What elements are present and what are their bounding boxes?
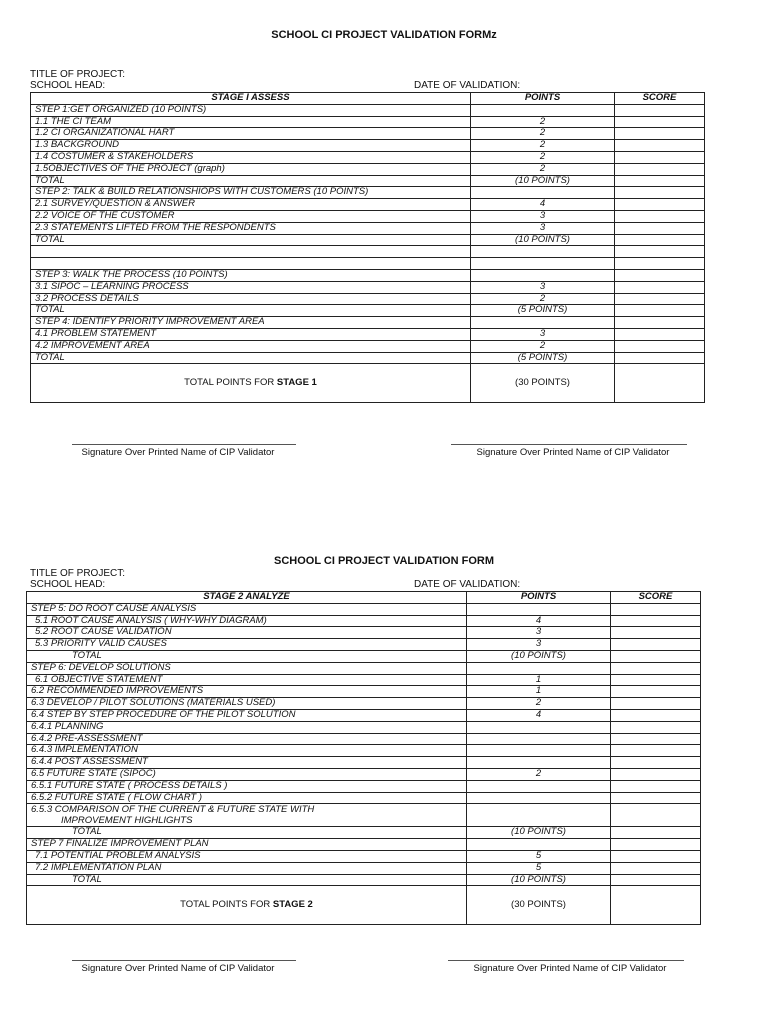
form1-row-label: STEP 1:GET ORGANIZED (10 POINTS) (31, 104, 471, 116)
form1-row-points (471, 317, 615, 329)
form1-row (31, 246, 705, 258)
form1-row-score-cell[interactable] (615, 246, 705, 258)
form2-row-label: 5.3 PRIORITY VALID CAUSES (27, 639, 467, 651)
form1-row-label: TOTAL (31, 175, 471, 187)
form2-row (27, 792, 701, 804)
form2-row (27, 698, 701, 710)
form1-header-stage: STAGE I ASSESS (31, 93, 471, 105)
form1-row-points: (5 POINTS) (471, 352, 615, 364)
form2-row-label: TOTAL (27, 650, 467, 662)
form2-row (27, 768, 701, 780)
form2-signature-line-left (72, 960, 296, 961)
form2-row-label: 6.4.3 IMPLEMENTATION (27, 745, 467, 757)
form1-row-points: 2 (471, 340, 615, 352)
form2-row-score-cell[interactable] (611, 862, 701, 874)
form2-row-points: 4 (467, 615, 611, 627)
form2-row (27, 627, 701, 639)
form2-signature-left: Signature Over Printed Name of CIP Validator (81, 963, 275, 974)
form1-row-score-cell[interactable] (615, 305, 705, 317)
form2-row-label: 7.1 POTENTIAL PROBLEM ANALYSIS (27, 850, 467, 862)
form2-row-points: 1 (467, 686, 611, 698)
form2-row-points (467, 721, 611, 733)
form1-signature-line-right (451, 444, 687, 445)
form2-row-label: 6.1 OBJECTIVE STATEMENT (27, 674, 467, 686)
form2-total-points: (30 POINTS) (467, 886, 611, 925)
form1-row-label: 1.3 BACKGROUND (31, 140, 471, 152)
form1-row (31, 281, 705, 293)
form1-row-score-cell[interactable] (615, 222, 705, 234)
form2-row (27, 874, 701, 886)
form2-row (27, 733, 701, 745)
form2-row-score-cell[interactable] (611, 686, 701, 698)
form2-total-row (27, 886, 701, 925)
form2-row-points (467, 603, 611, 615)
form1-date-label: DATE OF VALIDATION: (414, 80, 521, 91)
form2-row-points (467, 745, 611, 757)
form1-table (30, 92, 705, 403)
form2-row-score-cell[interactable] (611, 780, 701, 792)
form1-row-label: 1.4 COSTUMER & STAKEHOLDERS (31, 151, 471, 163)
form1-row (31, 140, 705, 152)
form1-row-points: (5 POINTS) (471, 305, 615, 317)
form2-row-score-cell[interactable] (611, 850, 701, 862)
form2-row (27, 615, 701, 627)
form1-row-points (471, 269, 615, 281)
form1-body (31, 104, 705, 364)
form2-row-label: 6.4.1 PLANNING (27, 721, 467, 733)
form1-signature-left: Signature Over Printed Name of CIP Validator (81, 447, 275, 458)
form1-row (31, 175, 705, 187)
form1-row-label: TOTAL (31, 234, 471, 246)
form2-row-points: (10 POINTS) (467, 874, 611, 886)
form1-row (31, 187, 705, 199)
form1-row-label: TOTAL (31, 305, 471, 317)
form2-header-stage: STAGE 2 ANALYZE (27, 592, 467, 604)
form2-title: SCHOOL CI PROJECT VALIDATION FORM (273, 555, 494, 567)
form2-row-score-cell[interactable] (611, 639, 701, 651)
form1-row-label: 3.2 PROCESS DETAILS (31, 293, 471, 305)
form1-row-score-cell[interactable] (615, 140, 705, 152)
form2-header-points: POINTS (467, 592, 611, 604)
form1-row-score-cell[interactable] (615, 187, 705, 199)
form1-row (31, 116, 705, 128)
form1-row-score-cell[interactable] (615, 116, 705, 128)
form2-row-label: 6.3 DEVELOP / PILOT SOLUTIONS (MATERIALS USED) (27, 698, 467, 710)
form1-total-score-cell[interactable] (615, 364, 705, 403)
form1-row-points: 3 (471, 281, 615, 293)
form1-row-score-cell[interactable] (615, 269, 705, 281)
form2-row-label: 6.4.4 POST ASSESSMENT (27, 757, 467, 769)
form1-row-score-cell[interactable] (615, 293, 705, 305)
form1-row-points (471, 258, 615, 270)
form1-title-of-project-label: TITLE OF PROJECT: (30, 69, 126, 80)
form2-header-score: SCORE (611, 592, 701, 604)
form1-total-stage: STAGE 1 (276, 377, 317, 389)
form1-row-score-cell[interactable] (615, 281, 705, 293)
form1-row-label: 4.1 PROBLEM STATEMENT (31, 328, 471, 340)
form2-row (27, 721, 701, 733)
form2-total-stage: STAGE 2 (272, 899, 313, 911)
form1-row-score-cell[interactable] (615, 328, 705, 340)
form1-row-points (471, 104, 615, 116)
form1-signature-line-left (72, 444, 296, 445)
form2-school-head-label: SCHOOL HEAD: (30, 579, 106, 590)
form1-row (31, 305, 705, 317)
form1-row (31, 210, 705, 222)
form2-row-score-cell[interactable] (611, 615, 701, 627)
form2-row-points (467, 839, 611, 851)
form1-row-score-cell[interactable] (615, 340, 705, 352)
form2-total-score-cell[interactable] (611, 886, 701, 925)
form1-row-score-cell[interactable] (615, 104, 705, 116)
form1-row-score-cell[interactable] (615, 151, 705, 163)
form1-row-label: 3.1 SIPOC – LEARNING PROCESS (31, 281, 471, 293)
form2-row-score-cell[interactable] (611, 662, 701, 674)
form1-row-score-cell[interactable] (615, 352, 705, 364)
form2-row (27, 639, 701, 651)
form2-row (27, 686, 701, 698)
form2-row-label: STEP 5: DO ROOT CAUSE ANALYSIS (27, 603, 467, 615)
form2-wrap-row (27, 804, 701, 827)
form2-title-of-project-label: TITLE OF PROJECT: (30, 568, 126, 579)
form1-row-label: 1.5OBJECTIVES OF THE PROJECT (graph) (31, 163, 471, 175)
form1-total-row (31, 364, 705, 403)
form2-row (27, 839, 701, 851)
form1-row (31, 269, 705, 281)
form2-row-score-cell[interactable] (611, 603, 701, 615)
form1-row-label: STEP 2: TALK & BUILD RELATIONSHIOPS WITH CUSTOMERS (10 POINTS) (31, 187, 471, 199)
form2-row (27, 709, 701, 721)
form1-row-label (31, 246, 471, 258)
form2-row (27, 745, 701, 757)
form2-row-points: 5 (467, 862, 611, 874)
form1-header-row (31, 93, 705, 105)
form2-row-score-cell[interactable] (611, 627, 701, 639)
form2-signature-right: Signature Over Printed Name of CIP Validator (473, 963, 667, 974)
form2-row (27, 674, 701, 686)
form1-row (31, 222, 705, 234)
form1-row-points: 3 (471, 328, 615, 340)
form2-row-label: STEP 7 FINALIZE IMPROVEMENT PLAN (27, 839, 467, 851)
form1-row (31, 151, 705, 163)
form2-total-prefix: TOTAL POINTS FOR (180, 899, 273, 911)
form1-row-score-cell[interactable] (615, 163, 705, 175)
form2-row-score-cell[interactable] (611, 674, 701, 686)
form2-row-label: 5.1 ROOT CAUSE ANALYSIS ( WHY-WHY DIAGRAM) (27, 615, 467, 627)
form2-row-score-cell[interactable] (611, 650, 701, 662)
form1-row (31, 340, 705, 352)
form2-row-label: 6.5.1 FUTURE STATE ( PROCESS DETAILS ) (27, 780, 467, 792)
form1-row (31, 328, 705, 340)
form2-wrap-line1: 6.5.3 COMPARISON OF THE CURRENT & FUTURE STATE WITH (31, 804, 315, 816)
form1-row (31, 128, 705, 140)
form2-row-score-cell[interactable] (611, 792, 701, 804)
form1-row-score-cell[interactable] (615, 175, 705, 187)
form1-row-score-cell[interactable] (615, 210, 705, 222)
form1-row-score-cell[interactable] (615, 258, 705, 270)
form2-row (27, 662, 701, 674)
form1-row-label: 4.2 IMPROVEMENT AREA (31, 340, 471, 352)
form1-row-points: (10 POINTS) (471, 175, 615, 187)
form2-date-label: DATE OF VALIDATION: (414, 579, 521, 590)
form2-row (27, 757, 701, 769)
form1-row (31, 199, 705, 211)
form1-row-label (31, 258, 471, 270)
form1-header-score: SCORE (615, 93, 705, 105)
form2-row-points: (10 POINTS) (467, 827, 611, 839)
form1-row-points: 2 (471, 163, 615, 175)
form2-row-label: 6.4 STEP BY STEP PROCEDURE OF THE PILOT SOLUTION (27, 709, 467, 721)
form2-body (27, 603, 701, 804)
form1-title: SCHOOL CI PROJECT VALIDATION FORMz (271, 29, 497, 41)
form2-row-points (467, 733, 611, 745)
form2-body-after (27, 827, 701, 886)
form1-row-points: 2 (471, 151, 615, 163)
form2-row-points: 5 (467, 850, 611, 862)
form1-row-points (471, 187, 615, 199)
form1-row-points (471, 246, 615, 258)
form2-row (27, 780, 701, 792)
form1-row (31, 317, 705, 329)
form2-row-points: 4 (467, 709, 611, 721)
form2-row-points: 2 (467, 768, 611, 780)
form2-row-points (467, 792, 611, 804)
form2-row-score-cell[interactable] (611, 745, 701, 757)
form2-row-points: 3 (467, 627, 611, 639)
form1-row-points: 4 (471, 199, 615, 211)
form1-total-label (31, 364, 471, 403)
form1-row (31, 163, 705, 175)
form2-row-score-cell[interactable] (611, 698, 701, 710)
form1-row (31, 258, 705, 270)
form2-wrap-label (27, 804, 467, 827)
form1-row-label: TOTAL (31, 352, 471, 364)
form1-row-score-cell[interactable] (615, 128, 705, 140)
form1-row-score-cell[interactable] (615, 199, 705, 211)
form2-row-points: (10 POINTS) (467, 650, 611, 662)
form2-row-score-cell[interactable] (611, 768, 701, 780)
form1-row (31, 352, 705, 364)
form2-row-label: TOTAL (27, 827, 467, 839)
form1-row-label: 2.2 VOICE OF THE CUSTOMER (31, 210, 471, 222)
form2-wrap-line2: IMPROVEMENT HIGHLIGHTS (61, 815, 193, 827)
form1-row (31, 104, 705, 116)
form2-row-label: TOTAL (27, 874, 467, 886)
form1-row-points: 2 (471, 293, 615, 305)
form2-row-score-cell[interactable] (611, 733, 701, 745)
form2-wrap-score-cell[interactable] (611, 804, 701, 827)
form2-row-score-cell[interactable] (611, 709, 701, 721)
form2-row-label: STEP 6: DEVELOP SOLUTIONS (27, 662, 467, 674)
form2-row-points (467, 757, 611, 769)
form2-row-label: 5.2 ROOT CAUSE VALIDATION (27, 627, 467, 639)
form2-row-label: 6.2 RECOMMENDED IMPROVEMENTS (27, 686, 467, 698)
form1-row-score-cell[interactable] (615, 234, 705, 246)
form2-row-points (467, 662, 611, 674)
form1-row-label: 1.2 CI ORGANIZATIONAL HART (31, 128, 471, 140)
form2-row-points: 2 (467, 698, 611, 710)
form2-row-score-cell[interactable] (611, 757, 701, 769)
form2-header-row (27, 592, 701, 604)
form2-row (27, 650, 701, 662)
form2-row (27, 827, 701, 839)
form2-wrap-points (467, 804, 611, 827)
form2-row-points (467, 780, 611, 792)
form2-total-label (27, 886, 467, 925)
form2-row-score-cell[interactable] (611, 874, 701, 886)
form1-header-points: POINTS (471, 93, 615, 105)
form1-row-points: (10 POINTS) (471, 234, 615, 246)
form1-row-label: 1.1 THE CI TEAM (31, 116, 471, 128)
form1-row-points: 2 (471, 140, 615, 152)
form1-row-points: 3 (471, 222, 615, 234)
form1-row-score-cell[interactable] (615, 317, 705, 329)
form2-row-points: 3 (467, 639, 611, 651)
form2-row (27, 603, 701, 615)
form1-school-head-label: SCHOOL HEAD: (30, 80, 106, 91)
form1-row-label: 2.1 SURVEY/QUESTION & ANSWER (31, 199, 471, 211)
form1-row-points: 3 (471, 210, 615, 222)
form1-row-points: 2 (471, 116, 615, 128)
form1-signature-right: Signature Over Printed Name of CIP Validator (476, 447, 670, 458)
form2-row-score-cell[interactable] (611, 827, 701, 839)
form2-row-label: 7.2 IMPLEMENTATION PLAN (27, 862, 467, 874)
form1-row (31, 234, 705, 246)
form1-row (31, 293, 705, 305)
form2-row-label: 6.5 FUTURE STATE (SIPOC) (27, 768, 467, 780)
form1-row-label: STEP 4: IDENTIFY PRIORITY IMPROVEMENT AREA (31, 317, 471, 329)
form2-row (27, 850, 701, 862)
form1-row-label: 2.3 STATEMENTS LIFTED FROM THE RESPONDENTS (31, 222, 471, 234)
form2-row-label: 6.4.2 PRE-ASSESSMENT (27, 733, 467, 745)
form1-row-points: 2 (471, 128, 615, 140)
form2-table (26, 591, 701, 925)
form1-row-label: STEP 3: WALK THE PROCESS (10 POINTS) (31, 269, 471, 281)
form2-row-points: 1 (467, 674, 611, 686)
form1-total-points: (30 POINTS) (471, 364, 615, 403)
form2-row-score-cell[interactable] (611, 721, 701, 733)
form2-signature-line-right (448, 960, 684, 961)
form1-total-prefix: TOTAL POINTS FOR (184, 377, 277, 389)
form2-row-score-cell[interactable] (611, 839, 701, 851)
form2-row-label: 6.5.2 FUTURE STATE ( FLOW CHART ) (27, 792, 467, 804)
form2-row (27, 862, 701, 874)
